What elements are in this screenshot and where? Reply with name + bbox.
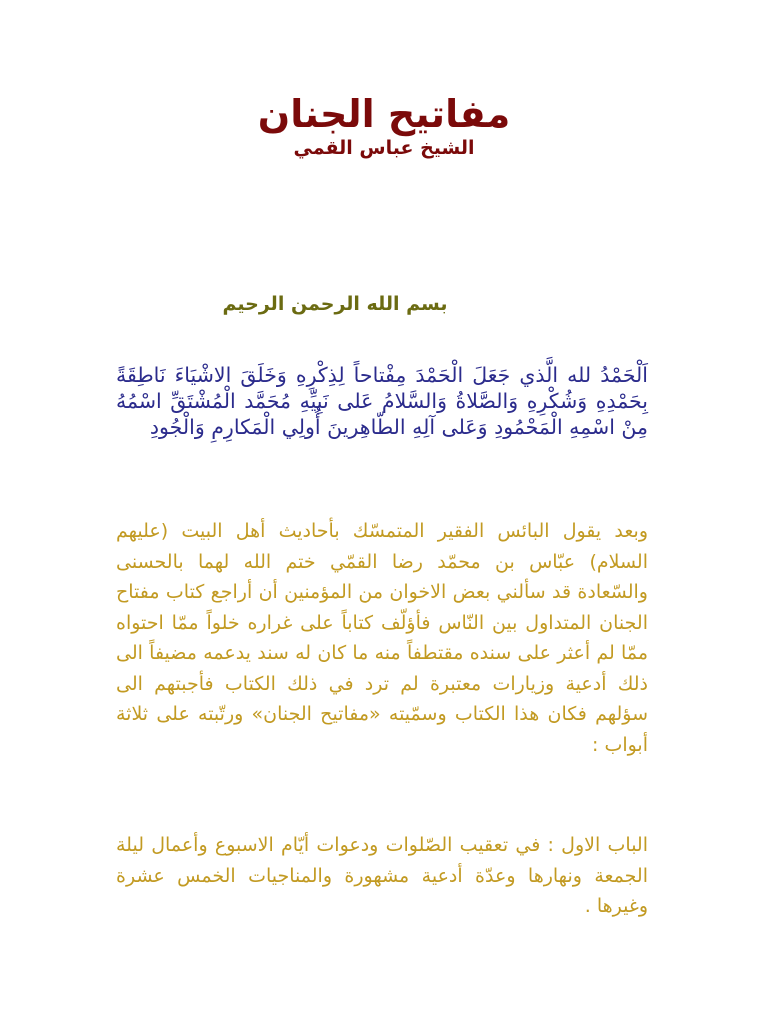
- introduction-paragraph: وبعد يقول البائس الفقير المتمسّك بأحاديث أهل البيت (عليهم السلام) عبّاس بن محمّد رضا القمّي ختم الله لهما بالحسنى والسّعادة قد سألني بعض الاخوان من المؤمنين أن أراجع كتاب مفتاح الجنان المتداول بين النّاس فأؤلّف كتاباً على غراره خلواً ممّا احتواه ممّا لم أعثر على سنده مقتطفاً منه ما كان له سند يدعمه مضيفاً الى ذلك أدعية وزيارات معتبرة لم ترد في ذلك الكتاب فأجبتهم الى سؤلهم فكان هذا الكتاب وسمّيته «مفاتيح الجنان» ورتّبته على ثلاثة أبواب :: [116, 520, 648, 756]
- basmala-heading: بسم الله الرحمن الرحيم: [222, 293, 448, 315]
- book-author: الشيخ عباس القمي: [293, 137, 475, 159]
- book-title: مفاتيح الجنان: [257, 92, 511, 136]
- chapter-one-paragraph: الباب الاول : في تعقيب الصّلوات ودعوات أيّام الاسبوع وأعمال ليلة الجمعة ونهارها وعدّة أدعية مشهورة والمناجيات الخمس عشرة وغيرها .: [116, 834, 648, 917]
- invocation-paragraph: اَلْحَمْدُ لله الَّذي جَعَلَ الْحَمْدَ مِفْتاحاً لِذِكْرِهِ وَخَلَقَ الاشْيَاءَ نَاطِقَةً بِحَمْدِهِ وَشُكْرِهِ وَالصَّلاةُ وَالسَّلامُ عَلى نَبِيِّهِ مُحَمَّد الْمُشْتَقِّ اسْمُهُ مِنْ اسْمِهِ الْمَحْمُودِ وَعَلى آلِهِ الطّاهِرينَ أُولِي الْمَكارِمِ وَالْجُودِ: [116, 363, 648, 439]
